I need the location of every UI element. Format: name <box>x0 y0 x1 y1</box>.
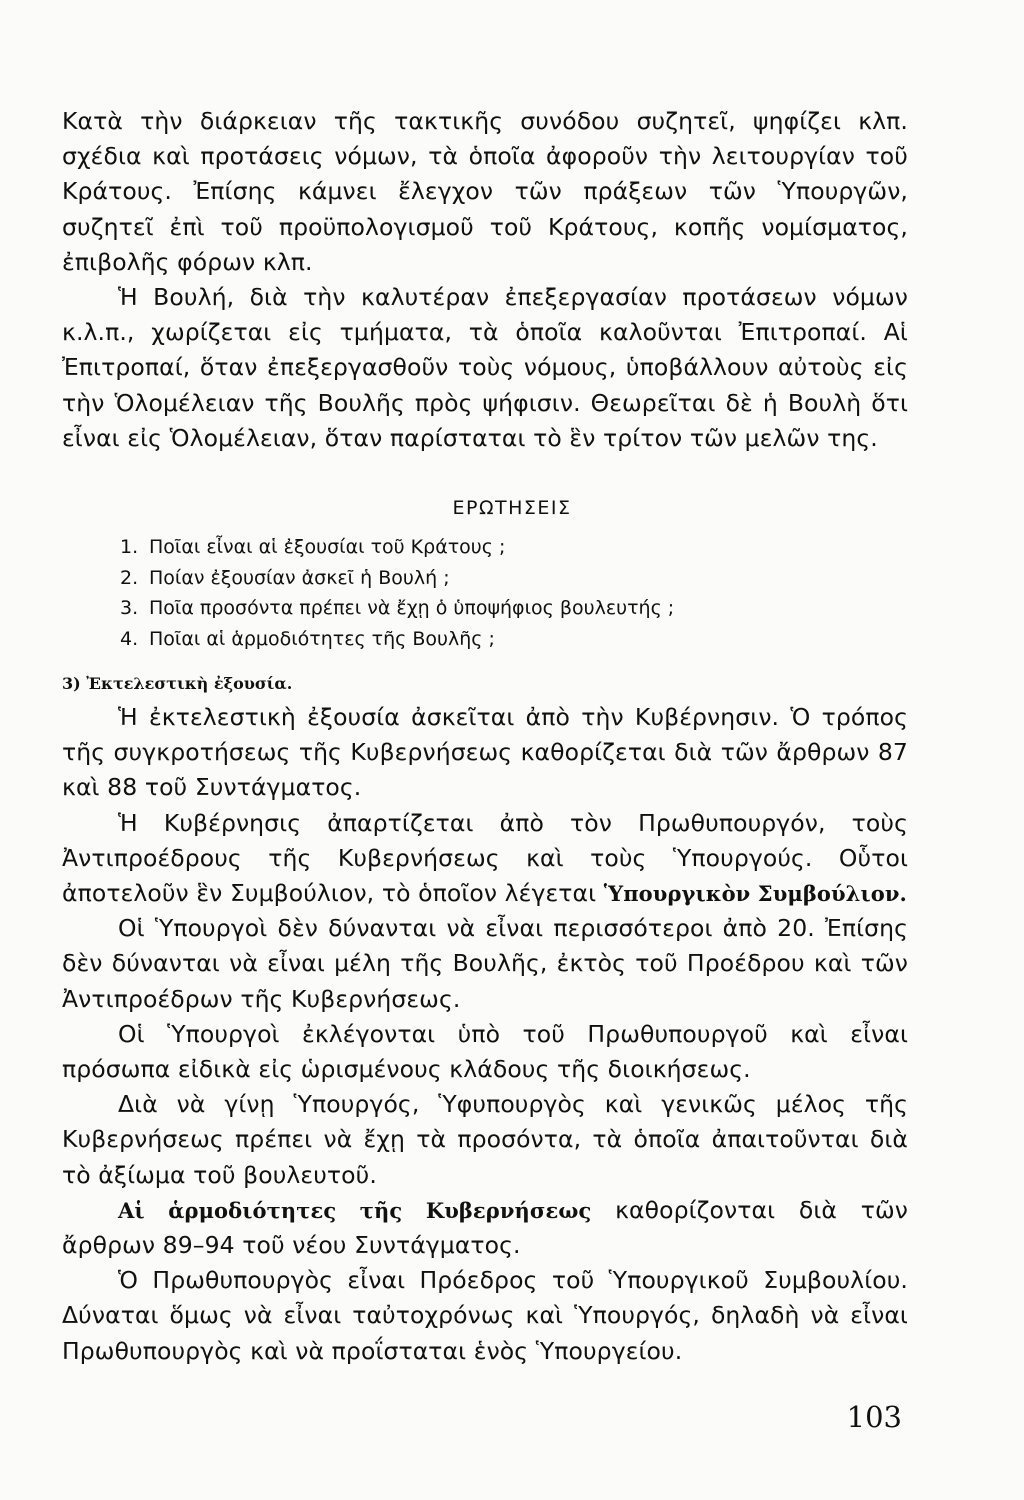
competences-term: Αἱ ἁρμοδιότητες τῆς Κυβερνήσεως <box>118 1197 592 1223</box>
paragraph-ministers-count: Οἱ Ὑπουργοὶ δὲν δύνανται νὰ εἶναι περισσότεροι ἀπὸ 20. Ἐπίσης δὲν δύνανται νὰ εἶναι μέλη τῆς Βουλῆς, ἐκτὸς τοῦ Προέδρου καὶ τῶν Ἀντιπροέδρων τῆς Κυβερνήσεως. <box>62 914 908 1013</box>
cabinet-term: Ὑπουργικὸν Συμβούλιον. <box>603 881 907 907</box>
question-text: Ποῖα προσόντα πρέπει νὰ ἔχῃ ὁ ὑποψήφιος βουλευτής ; <box>149 597 675 619</box>
question-number: 1. <box>120 536 139 558</box>
questions-list <box>120 532 880 654</box>
question-text: Ποῖαι εἶναι αἱ ἐξουσίαι τοῦ Κράτους ; <box>149 536 506 558</box>
question-number: 2. <box>120 566 139 589</box>
paragraph-qualifications: Διὰ νὰ γίνῃ Ὑπουργός, Ὑφυπουργὸς καὶ γενικῶς μέλος τῆς Κυβερνήσεως πρέπει νὰ ἔχῃ τὰ προσόντα, τὰ ὁποῖα ἀπαιτοῦνται διὰ τὸ ἀξίωμα τοῦ βουλευτοῦ. <box>62 1090 908 1189</box>
question-item <box>120 593 880 624</box>
question-item <box>120 563 880 594</box>
paragraph-cabinet <box>62 806 908 912</box>
paragraph-legislative-work: Κατὰ τὴν διάρκειαν τῆς τακτικῆς συνόδου συζητεῖ, ψηφίζει κλπ. σχέδια καὶ προτάσεις νόμων, τὰ ὁποῖα ἀφοροῦν τὴν λειτουργίαν τοῦ Κράτους. Ἐπίσης κάμνει ἔλεγχον τῶν πράξεων τῶν Ὑπουργῶν, συζητεῖ ἐπὶ τοῦ προϋπολογισμοῦ τοῦ Κράτους, κοπῆς νομίσματος, ἐπιβολῆς φόρων κλπ. <box>62 107 908 276</box>
paragraph-competences-text: καθορίζονται διὰ τῶν ἄρθρων 89–94 τοῦ νέου Συντάγματος. <box>62 1195 908 1260</box>
question-item <box>120 624 880 655</box>
question-text: Ποίαν ἐξουσίαν ἀσκεῖ ἡ Βουλή ; <box>149 566 450 589</box>
intro-text <box>62 104 908 456</box>
question-number: 3. <box>120 597 139 619</box>
question-text: Ποῖαι αἱ ἁρμοδιότητες τῆς Βουλῆς ; <box>149 627 495 650</box>
paragraph-government: Ἡ ἐκτελεστικὴ ἐξουσία ἀσκεῖται ἀπὸ τὴν Κυβέρνησιν. Ὁ τρόπος τῆς συγκροτήσεως τῆς Κυβερνήσεως καθορίζεται διὰ τῶν ἄρθρων 87 καὶ 88 τοῦ Συντάγματος. <box>62 703 908 802</box>
paragraph-ministers-selection: Οἱ Ὑπουργοὶ ἐκλέγονται ὑπὸ τοῦ Πρωθυπουργοῦ καὶ εἶναι πρόσωπα εἰδικὰ εἰς ὡρισμένους κλάδους τῆς διοικήσεως. <box>62 1019 908 1084</box>
question-number: 4. <box>120 627 139 650</box>
page-number: 103 <box>846 1400 902 1434</box>
paragraph-prime-minister: Ὁ Πρωθυπουργὸς εἶναι Πρόεδρος τοῦ Ὑπουργικοῦ Συμβουλίου. Δύναται ὅμως νὰ εἶναι ταὐτοχρόνως καὶ Ὑπουργός, δηλαδὴ νὰ εἶναι Πρωθυπουργὸς καὶ νὰ προΐσταται ἑνὸς Ὑπουργείου. <box>62 1266 908 1365</box>
section-heading-executive-power: 3) Ἐκτελεστικὴ ἐξουσία. <box>62 674 293 693</box>
paragraph-competences <box>62 1193 908 1263</box>
paragraph-committees: Ἡ Βουλή, διὰ τὴν καλυτέραν ἐπεξεργασίαν προτάσεων νόμων κ.λ.π., χωρίζεται εἰς τμήματα, τὰ ὁποῖα καλοῦνται Ἐπιτροπαί. Αἱ Ἐπιτροπαί, ὅταν ἐπεξεργασθοῦν τοὺς νόμους, ὑποβάλλουν αὐτοὺς εἰς τὴν Ὁλομέλειαν τῆς Βουλῆς πρὸς ψήφισιν. Θεωρεῖται δὲ ἡ Βουλὴ ὅτι εἶναι εἰς Ὁλομέλειαν, ὅταν παρίσταται τὸ ἓν τρίτον τῶν μελῶν της. <box>62 283 908 452</box>
question-item <box>120 532 880 563</box>
paragraph-cabinet-text: Ἡ Κυβέρνησις ἀπαρτίζεται ἀπὸ τὸν Πρωθυπουργόν, τοὺς Ἀντιπροέδρους τῆς Κυβερνήσεως καὶ τοὺς Ὑπουργούς. Οὗτοι ἀποτελοῦν ἓν Συμβούλιον, τὸ ὁποῖον λέγεται <box>62 808 908 908</box>
questions-heading: ΕΡΩΤΗΣΕΙΣ <box>452 497 572 519</box>
executive-power-text <box>62 700 908 1369</box>
